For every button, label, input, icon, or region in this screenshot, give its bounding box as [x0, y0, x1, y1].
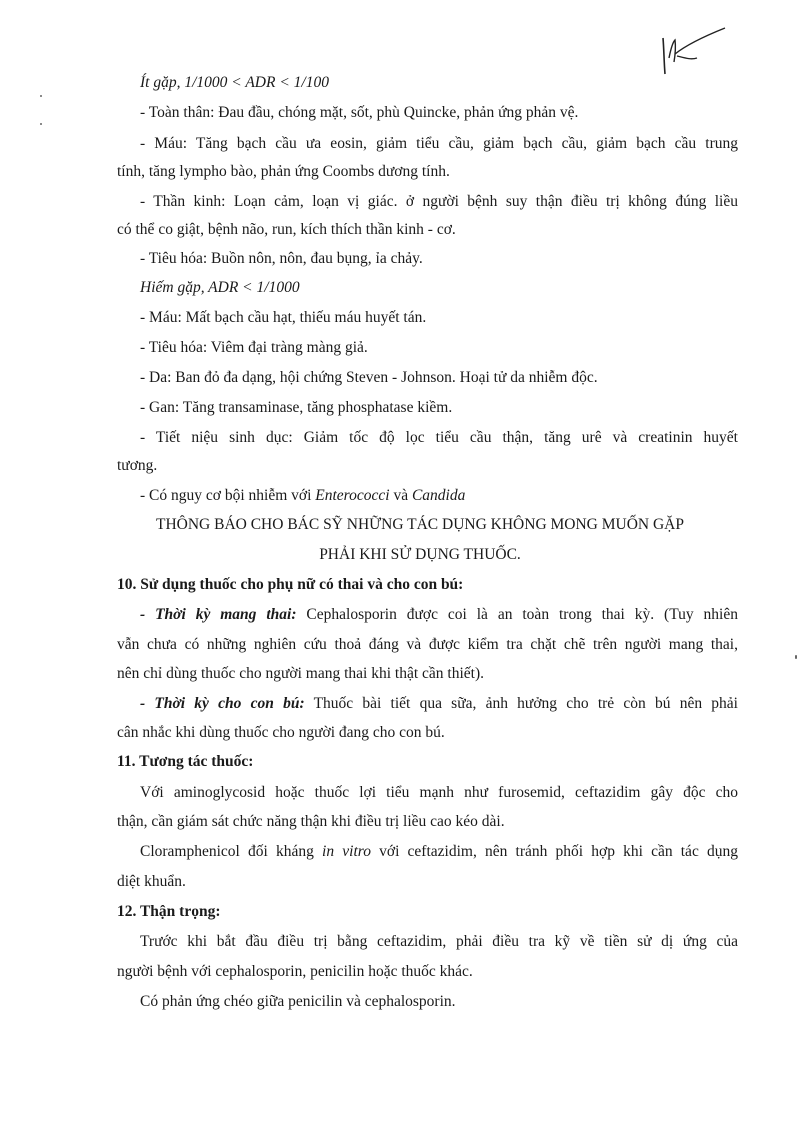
section-10-heading: 10. Sử dụng thuốc cho phụ nữ có thai và cho con bú: [117, 576, 464, 593]
interaction-text: Cloramphenicol đối kháng [140, 843, 323, 860]
adr-uncommon-item-cont: có thể co giật, bệnh não, run, kích thích thần kinh - cơ. [117, 221, 456, 238]
adr-rare-item: - Máu: Mất bạch cầu hạt, thiếu máu huyết tán. [140, 309, 427, 326]
adr-uncommon-item: - Tiêu hóa: Buồn nôn, nôn, đau bụng, ỉa chảy. [140, 250, 423, 267]
infection-conj: và [389, 487, 412, 504]
lactation-paragraph [140, 694, 738, 714]
interaction-paragraph-2-cont: diệt khuẩn. [117, 873, 186, 890]
doctor-notice-line2: PHẢI KHI SỬ DỤNG THUỐC. [319, 546, 521, 563]
handwritten-signature [655, 18, 730, 78]
adr-rare-item: - Gan: Tăng transaminase, tăng phosphatase kiềm. [140, 399, 453, 416]
adr-uncommon-item: - Toàn thân: Đau đầu, chóng mặt, sốt, phù Quincke, phản ứng phản vệ. [140, 104, 579, 121]
interaction-paragraph-2 [140, 842, 738, 862]
adr-uncommon-item: - Thần kinh: Loạn cảm, loạn vị giác. ở người bệnh suy thận điều trị không đúng liều [140, 193, 738, 210]
caution-paragraph-2: Có phản ứng chéo giữa penicilin và cephalosporin. [140, 993, 456, 1010]
interaction-paragraph-1-cont: thận, cần giám sát chức năng thận khi điều trị liều cao kéo dài. [117, 813, 505, 830]
pregnancy-label: - Thời kỳ mang thai: [140, 606, 297, 623]
doctor-notice-line1: THÔNG BÁO CHO BÁC SỸ NHỮNG TÁC DỤNG KHÔNG MONG MUỐN GẶP [156, 516, 684, 533]
caution-paragraph-1-cont: người bệnh với cephalosporin, penicilin hoặc thuốc khác. [117, 963, 473, 980]
organism-enterococci: Enterococci [315, 487, 390, 504]
infection-prefix: - Có nguy cơ bội nhiễm với [140, 487, 316, 504]
interaction-text: với ceftazidim, nên tránh phối hợp khi cần tác dụng [370, 843, 738, 860]
pregnancy-cont: nên chỉ dùng thuốc cho người mang thai khi thật cần thiết). [117, 665, 484, 682]
lactation-cont: cân nhắc khi dùng thuốc cho người đang cho con bú. [117, 724, 445, 741]
section-12-heading: 12. Thận trọng: [117, 903, 221, 920]
lactation-text: Thuốc bài tiết qua sữa, ảnh hưởng cho trẻ còn bú nên phải [304, 695, 738, 712]
adr-rare-heading: Hiếm gặp, ADR < 1/1000 [140, 279, 300, 296]
adr-uncommon-item: - Máu: Tăng bạch cầu ưa eosin, giảm tiểu cầu, giảm bạch cầu, giảm bạch cầu trung [140, 135, 738, 152]
pregnancy-paragraph [140, 605, 738, 625]
adr-rare-infection [140, 486, 465, 506]
lactation-label: - Thời kỳ cho con bú: [140, 695, 305, 712]
organism-candida: Candida [411, 487, 466, 504]
adr-rare-item: - Da: Ban đỏ đa dạng, hội chứng Steven - Johnson. Hoại tử da nhiễm độc. [140, 369, 598, 386]
adr-uncommon-item-cont: tính, tăng lympho bào, phản ứng Coombs dương tính. [117, 163, 450, 180]
adr-rare-item: - Tiêu hóa: Viêm đại tràng màng giả. [140, 339, 368, 356]
pregnancy-text: Cephalosporin được coi là an toàn trong thai kỳ. (Tuy nhiên [296, 606, 738, 623]
caution-paragraph-1: Trước khi bắt đầu điều trị bằng ceftazidim, phải điều tra kỹ về tiền sử dị ứng của [140, 933, 738, 950]
interaction-paragraph-1: Với aminoglycosid hoặc thuốc lợi tiểu mạnh như furosemid, ceftazidim gây độc cho [140, 784, 738, 801]
adr-uncommon-heading: Ít gặp, 1/1000 < ADR < 1/100 [140, 74, 329, 91]
section-11-heading: 11. Tương tác thuốc: [117, 753, 254, 770]
adr-rare-item-cont: tương. [117, 457, 158, 474]
pregnancy-cont: vẫn chưa có những nghiên cứu thoả đáng và được kiểm tra chặt chẽ trên người mang thai, [117, 636, 738, 653]
in-vitro-text: in vitro [322, 843, 371, 860]
adr-rare-item: - Tiết niệu sinh dục: Giảm tốc độ lọc tiểu cầu thận, tăng urê và creatinin huyết [140, 429, 738, 446]
